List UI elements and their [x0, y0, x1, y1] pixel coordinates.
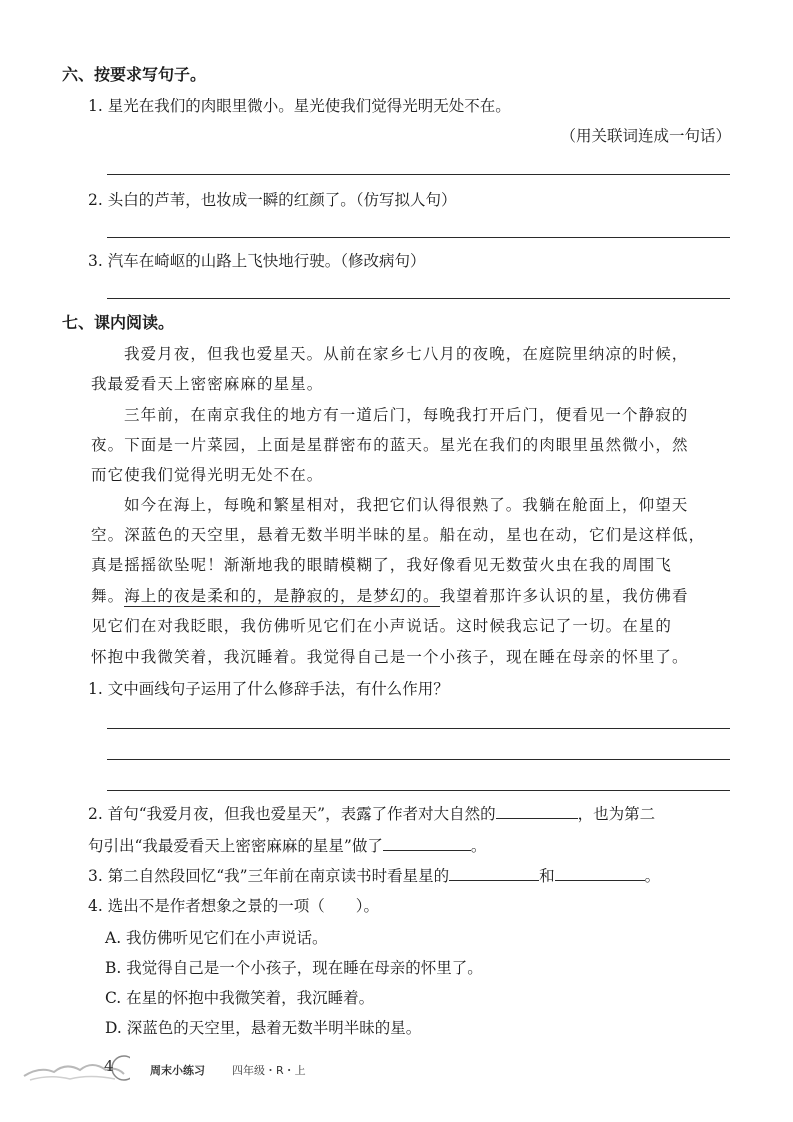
- answer-line-6-3[interactable]: [107, 298, 730, 299]
- question-7-2-text: ，也为第二: [577, 805, 656, 823]
- passage-line: 真是摇摇欲坠呢！渐渐地我的眼睛模糊了，我好像看见无数萤火虫在我的周围飞: [91, 556, 673, 574]
- answer-line-6-2[interactable]: [107, 237, 730, 238]
- question-7-2-text: 。: [470, 837, 487, 855]
- passage-line: 我最爱看天上密密麻麻的星星。: [91, 375, 324, 393]
- passage-line: 夜。下面是一片菜园，上面是星群密布的蓝天。星光在我们的肉眼里虽然微小，然: [91, 436, 689, 454]
- question-7-3-text: 3. 第二自然段回忆“我”三年前在南京读书时看星星的: [88, 867, 450, 885]
- question-7-2-line1: [88, 802, 655, 824]
- passage-line: 空。深蓝色的天空里，悬着无数半明半昧的星。船在动，星也在动，它们是这样低，: [91, 526, 706, 544]
- option-c: C. 在星的怀抱中我微笑着，我沉睡着。: [105, 989, 375, 1007]
- answer-blank-7-3a[interactable]: [449, 864, 539, 881]
- grade-label: 四年级・R・上: [232, 1064, 306, 1077]
- question-7-2-text: 2. 首句“我爱月夜，但我也爱星天”，表露了作者对大自然的: [88, 805, 496, 823]
- passage-line: 见它们在对我眨眼，我仿佛听见它们在小声说话。这时候我忘记了一切。在星的: [91, 617, 673, 635]
- passage-line: [91, 584, 689, 606]
- question-7-2-text: 句引出“我最爱看天上密密麻麻的星星”做了: [88, 837, 383, 855]
- underlined-sentence: 海上的夜是柔和的，是静寂的，是梦幻的。: [124, 587, 440, 605]
- question-6-3: 3. 汽车在崎岖的山路上飞快地行驶。（修改病句）: [88, 252, 426, 270]
- section-7-heading: 七、课内阅读。: [62, 313, 175, 332]
- answer-line-7-1c[interactable]: [107, 790, 730, 791]
- passage-line: 而它使我们觉得光明无处不在。: [91, 466, 324, 484]
- passage-text: 舞。: [91, 587, 125, 605]
- question-7-3-text: 和: [539, 867, 555, 885]
- book-title: 周末小练习: [150, 1064, 205, 1077]
- passage-text: 我望着那许多认识的星，我仿佛看: [439, 587, 689, 605]
- answer-line-7-1a[interactable]: [107, 728, 730, 729]
- passage-line: 如今在海上，每晚和繁星相对，我把它们认得很熟了。我躺在舱面上，仰望天: [124, 496, 689, 514]
- question-6-1: 1. 星光在我们的肉眼里微小。星光使我们觉得光明无处不在。: [88, 97, 511, 115]
- option-b: B. 我觉得自己是一个小孩子，现在睡在母亲的怀里了。: [105, 959, 483, 977]
- passage-line: 我爱月夜，但我也爱星天。从前在家乡七八月的夜晚，在庭院里纳凉的时候，: [124, 345, 689, 363]
- section-6-heading: 六、按要求写句子。: [62, 65, 207, 84]
- question-6-2: 2. 头白的芦苇，也妆成一瞬的红颜了。（仿写拟人句）: [88, 191, 457, 209]
- question-7-3-text: 。: [644, 867, 661, 885]
- question-7-3: [88, 864, 660, 886]
- question-6-1-hint: （用关联词连成一句话）: [560, 127, 731, 145]
- question-7-4: 4. 选出不是作者想象之景的一项（ ）。: [88, 897, 379, 915]
- answer-line-7-1b[interactable]: [107, 759, 730, 760]
- answer-blank-7-2b[interactable]: [383, 834, 471, 851]
- question-7-2-line2: [88, 834, 486, 856]
- answer-blank-7-2a[interactable]: [496, 802, 578, 819]
- answer-line-6-1[interactable]: [107, 174, 730, 175]
- answer-blank-7-3b[interactable]: [555, 864, 645, 881]
- passage-line: 怀抱中我微笑着，我沉睡着。我觉得自己是一个小孩子，现在睡在母亲的怀里了。: [91, 648, 689, 666]
- page-number: 4: [104, 1057, 114, 1075]
- option-d: D. 深蓝色的天空里，悬着无数半明半昧的星。: [105, 1019, 422, 1037]
- passage-line: 三年前，在南京我住的地方有一道后门，每晚我打开后门，便看见一个静寂的: [124, 406, 689, 424]
- option-a: A. 我仿佛听见它们在小声说话。: [105, 929, 328, 947]
- question-7-1: 1. 文中画线句子运用了什么修辞手法，有什么作用？: [88, 680, 449, 698]
